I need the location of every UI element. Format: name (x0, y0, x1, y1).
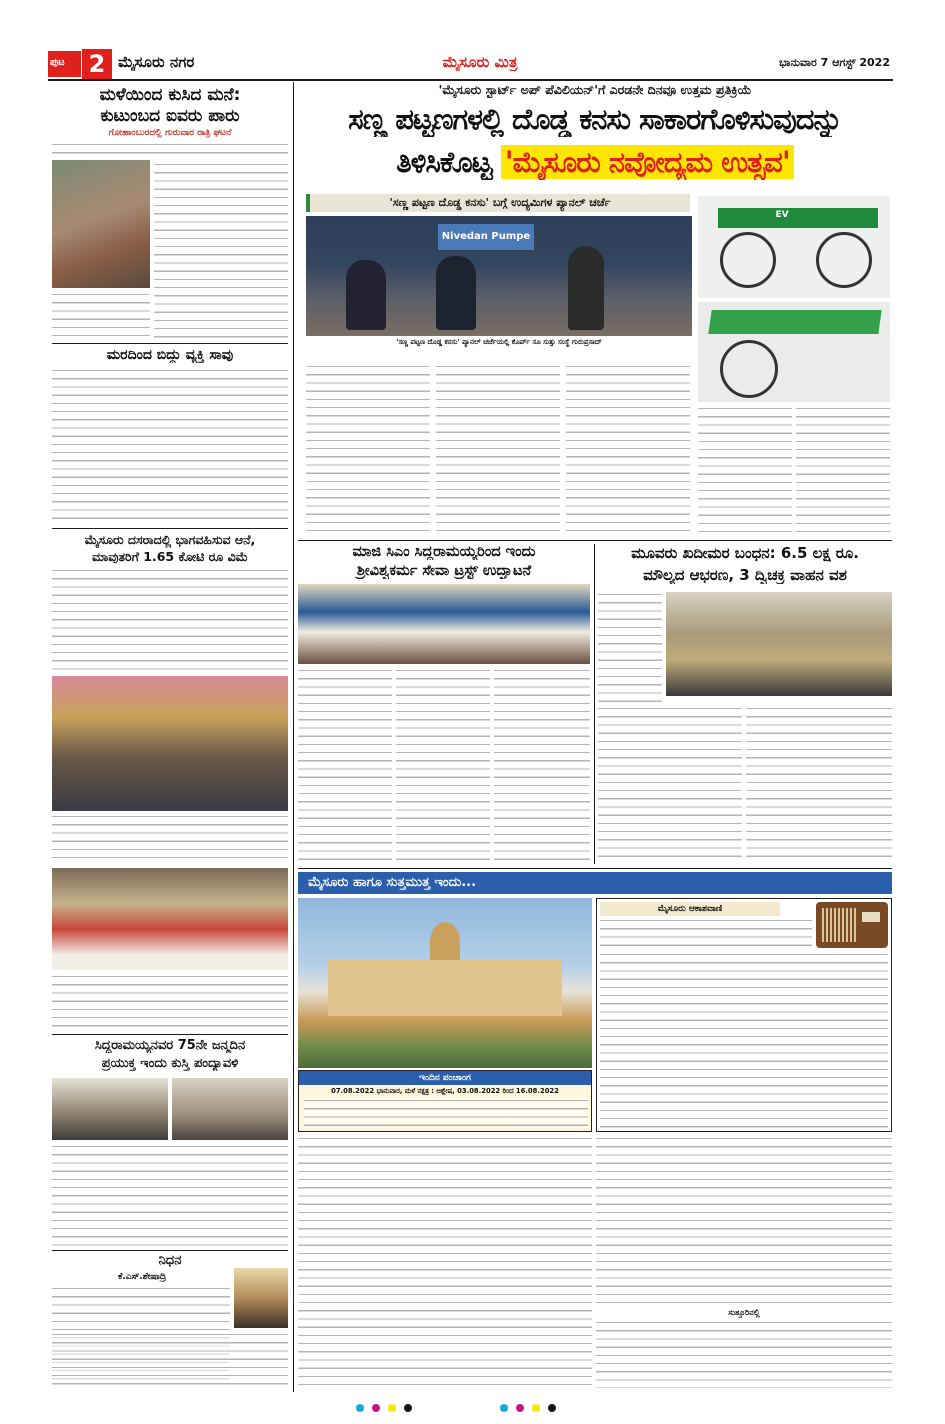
cart-label: EV (775, 210, 789, 220)
main-story-col-1 (306, 364, 430, 532)
reg-dot-black (404, 1404, 412, 1412)
issue-date: ಭಾನುವಾರ 7 ಆಗಸ್ಟ್ 2022 (779, 56, 890, 69)
left-story3-headline: ಮೈಸೂರು ದಸರಾದಲ್ಲಿ ಭಾಗವಹಿಸುವ ಆನೆ, (84, 532, 256, 547)
police-arrest-photo (666, 592, 892, 696)
reg-dot-black (548, 1404, 556, 1412)
left-story5-headline: ಸಿದ್ಧರಾಮಯ್ಯನವರ 75ನೇ ಜನ್ಮದಿನ (94, 1038, 246, 1053)
left-story1-text-b (154, 162, 288, 340)
meeting-photo-2 (172, 1078, 288, 1140)
mid-story1-col-2 (396, 668, 490, 864)
today-banner: ಮೈಸೂರು ಹಾಗೂ ಸುತ್ತಮುತ್ತ ಇಂದು... (298, 872, 892, 894)
radio-icon (816, 902, 888, 948)
left-story2-text (52, 368, 288, 524)
palace-body (328, 960, 562, 1016)
panel-photo-caption: 'ಸಣ್ಣ ಪಟ್ಟಣ ದೊಡ್ಡ ಕನಸು' ಪ್ಯಾನಲ್ ಚರ್ಚೆಯಲ್ಲಿ ಕೊರ್ಪ್ ಸೂ ಸುತ್ತು ಸಂಸ್ಥೆ ಗುರುಪ್ರಸಾದ್ (396, 338, 602, 346)
mid-story2-col-2 (746, 706, 892, 864)
main-headline-part: ತಿಳಿಸಿಕೊಟ್ಟ (396, 145, 501, 179)
panel-discussion-photo (306, 216, 692, 336)
mid-story2-headline: ಮೂವರು ಖದೀಮರ ಬಂಧನ: 6.5 ಲಕ್ಷ ರೂ. (631, 544, 859, 562)
main-headline: ಸಣ್ಣ ಪಟ್ಟಣಗಳಲ್ಲಿ ದೊಡ್ಡ ಕನಸು ಸಾಕಾರಗೊಳಿಸುವುದನ್ನು (348, 102, 842, 136)
reg-dot-magenta (516, 1404, 524, 1412)
reg-dot-yellow (532, 1404, 540, 1412)
ev-cart-photo-2 (698, 302, 890, 402)
akashvani-title: ಮೈಸೂರು ಆಕಾಶವಾಣಿ (600, 902, 780, 916)
obituary-text-2 (52, 1332, 288, 1388)
panchang-line: 07.08.2022 ಭಾನುವಾರ, ಮಳೆ ನಕ್ಷತ್ರ : ಆಶ್ಲೇಷ, 03.08.2022 ರಿಂದ 16.08.2022 (331, 1087, 559, 1095)
mid-story2-col-1 (598, 706, 742, 864)
panelist-1 (346, 260, 386, 330)
section-title: ಮೈಸೂರು ನಗರ (118, 53, 195, 71)
left-story1-headline-2: ಕುಟುಂಬದ ಐವರು ಪಾರು (100, 106, 240, 126)
photo2-caption (52, 974, 288, 1030)
rule (52, 528, 288, 529)
header-rule (48, 79, 893, 81)
events-list-right-2 (596, 1320, 892, 1388)
events-list-left (298, 1136, 592, 1388)
mid-story1-col-3 (494, 668, 590, 864)
akashvani-text-a (600, 918, 812, 952)
left-story3-headline-2: ಮಾವುತರಿಗೆ 1.65 ಕೋಟಿ ರೂ ವಿಮೆ (91, 549, 249, 564)
rule (298, 540, 892, 541)
cart-wheel-left (720, 232, 776, 288)
main-story-right-col-a (698, 406, 792, 536)
rule (298, 868, 892, 869)
photo1-caption (52, 814, 288, 864)
main-kicker: 'ಮೈಸೂರು ಸ್ಟಾರ್ಟ್ ಅಪ್ ಪೆವಿಲಿಯನ್'ಗೆ ಎರಡನೇ ದಿನವೂ ಉತ್ತಮ ಪ್ರತಿಕ್ರಿಯೆ (438, 82, 752, 97)
main-headline-highlight: 'ಮೈಸೂರು ನವೋದ್ಯಮ ಉತ್ಸವ' (501, 145, 794, 179)
left-story3-text (52, 568, 288, 672)
mid-story1-col-1 (298, 668, 392, 864)
rule (52, 1034, 288, 1035)
obituary-name: ಕೆ.ಎಸ್.ಶೇಷಾದ್ರಿ (117, 1272, 167, 1282)
radio-speaker (822, 908, 856, 942)
left-story1-subhead: ಗೋಹಾಂಬುರದಲ್ಲಿ ಗುರುವಾರ ರಾತ್ರಿ ಘಟನೆ (108, 128, 232, 138)
ev-cart-photo-1 (698, 196, 890, 298)
page-number: 2 (82, 49, 112, 79)
paper-name: ಮೈಸೂರು ಮಿತ್ರ (442, 53, 518, 71)
reg-dot-cyan (500, 1404, 508, 1412)
left-story1-headline: ಮಳೆಯಿಂದ ಕುಸಿದ ಮನೆ: (99, 85, 241, 105)
main-story-col-2 (436, 364, 560, 532)
reg-dot-magenta (372, 1404, 380, 1412)
palace-dome (430, 922, 460, 962)
column-divider (594, 544, 595, 864)
rule (52, 1250, 288, 1251)
left-story1-text-c (52, 292, 150, 340)
column-divider (293, 82, 294, 1392)
obituary-title: ನಿಧನ (158, 1253, 182, 1268)
stage-banner: Nivedan Pumpe (438, 224, 534, 250)
suttur-title: ಸುತ್ತೂರಿನಲ್ಲಿ (728, 1308, 760, 1317)
trust-inauguration-photo (298, 584, 590, 664)
mysore-palace-photo (298, 898, 592, 1068)
reg-dot-yellow (388, 1404, 396, 1412)
events-list-right (596, 1136, 892, 1308)
cart-wheel-right (816, 232, 872, 288)
rule (52, 343, 288, 344)
mid-story1-headline: ಮಾಜಿ ಸಿಎಂ ಸಿದ್ದರಾಮಯ್ಯರಿಂದ ಇಂದು (352, 544, 536, 560)
page-label: ಪುಟ (50, 57, 65, 68)
panchang-text (304, 1098, 588, 1128)
main-story-col-3 (566, 364, 690, 532)
radio-dial (862, 912, 880, 922)
left-story5-text (52, 1144, 288, 1246)
mid-story2-intro (598, 592, 662, 702)
meeting-photo-1 (52, 1078, 168, 1140)
left-story2-headline: ಮರದಿಂದ ಬಿದ್ದು ವ್ಯಕ್ತಿ ಸಾವು (106, 347, 234, 363)
registration-mark-bar (300, 1402, 645, 1414)
panchang-title: ಇಂದಿನ ಪಂಚಾಂಗ (299, 1071, 591, 1085)
collapsed-house-photo (52, 160, 150, 288)
cart-wheel (720, 340, 778, 398)
reg-dot-cyan (356, 1404, 364, 1412)
obituary-portrait (234, 1268, 288, 1328)
mid-story1-headline-2: ಶ್ರೀವಿಶ್ವಕರ್ಮ ಸೇವಾ ಟ್ರಸ್ಟ್ ಉದ್ಘಾಟನೆ (356, 563, 532, 579)
mid-story2-headline-2: ಮೌಲ್ಯದ ಆಭರಣ, 3 ದ್ವಿಚಕ್ರ ವಾಹನ ವಶ (643, 566, 847, 584)
cart-tray (708, 310, 881, 334)
left-story5-headline-2: ಪ್ರಯುಕ್ತ ಇಂದು ಕುಸ್ತಿ ಪಂದ್ಯಾವಳಿ (101, 1056, 239, 1071)
main-headline-line2 (298, 145, 892, 180)
group-photo (52, 868, 288, 970)
main-story-right-col-b (796, 406, 890, 536)
panelist-3 (568, 246, 604, 330)
panelist-2 (436, 256, 476, 330)
birthday-event-photo (52, 676, 288, 811)
left-story1-text-a (52, 142, 288, 160)
akashvani-text-b (600, 952, 888, 1128)
main-subhead: 'ಸಣ್ಣ ಪಟ್ಟಣ ದೊಡ್ಡ ಕನಸು' ಬಗ್ಗೆ ಉದ್ಯಮಿಗಳ ಪ್ಯಾನಲ್ ಚರ್ಚೆ (306, 194, 690, 212)
